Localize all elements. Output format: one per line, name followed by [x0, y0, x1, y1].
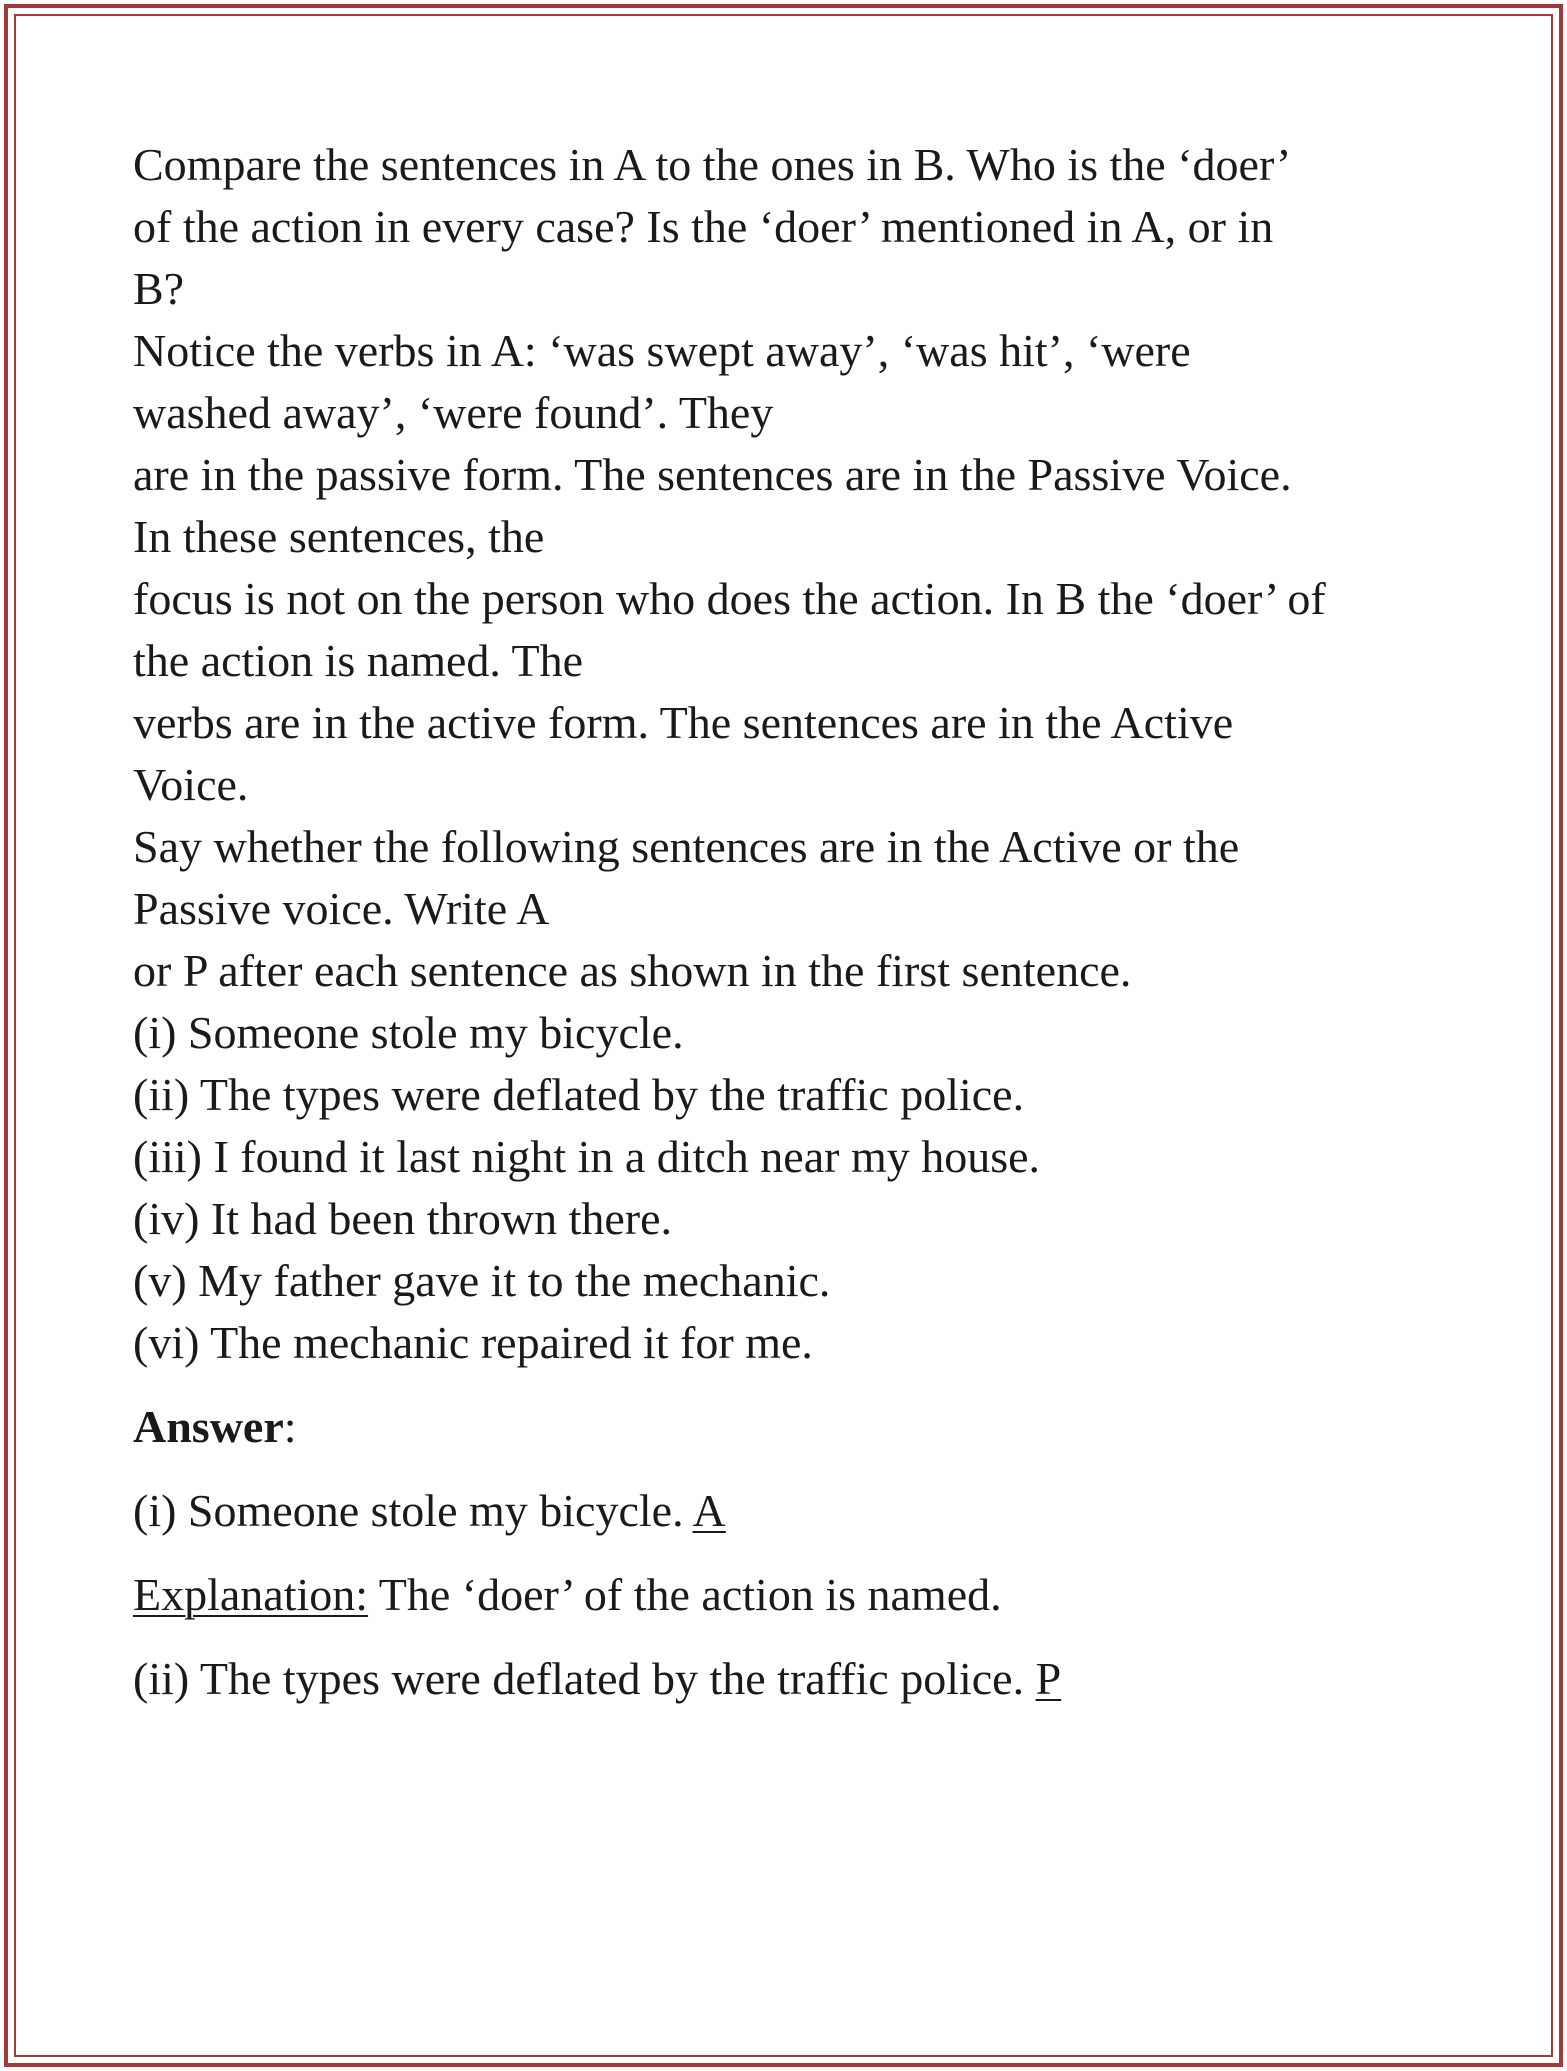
explanation-line: [133, 1564, 1453, 1626]
explanation-text: The ‘doer’ of the action is named.: [368, 1569, 1002, 1620]
intro-line: the action is named. The: [133, 635, 584, 686]
intro-line: Say whether the following sentences are in the Active or the: [133, 821, 1240, 872]
answer-item-1-text: (i) Someone stole my bicycle.: [133, 1485, 693, 1536]
sentence-item: (v) My father gave it to the mechanic.: [133, 1255, 831, 1306]
answer-heading-colon: :: [283, 1401, 297, 1452]
intro-line: B?: [133, 263, 185, 314]
answer-item-1-mark: A: [692, 1485, 726, 1536]
sentence-item: (ii) The types were deflated by the traffic police.: [133, 1069, 1025, 1120]
answer-item-2-mark: P: [1035, 1653, 1062, 1704]
intro-line: In these sentences, the: [133, 511, 545, 562]
answer-item-1: [133, 1480, 1453, 1542]
answer-heading-text: Answer: [133, 1401, 284, 1452]
exercise-sentences: [133, 1002, 1453, 1374]
answer-item-2-text: (ii) The types were deflated by the traffic police.: [133, 1653, 1036, 1704]
answer-heading: [133, 1396, 1453, 1458]
intro-line: Notice the verbs in A: ‘was swept away’, ‘was hit’, ‘were: [133, 325, 1191, 376]
document-body: [133, 134, 1453, 1710]
sentence-item: (iv) It had been thrown there.: [133, 1193, 673, 1244]
intro-line: washed away’, ‘were found’. They: [133, 387, 774, 438]
intro-line: of the action in every case? Is the ‘doer’ mentioned in A, or in: [133, 201, 1274, 252]
answer-item-2: [133, 1648, 1453, 1710]
sentence-item: (iii) I found it last night in a ditch near my house.: [133, 1131, 1041, 1182]
intro-line: focus is not on the person who does the action. In B the ‘doer’ of: [133, 573, 1326, 624]
intro-line: verbs are in the active form. The sentences are in the Active: [133, 697, 1234, 748]
intro-line: are in the passive form. The sentences are in the Passive Voice.: [133, 449, 1292, 500]
sentence-item: (i) Someone stole my bicycle.: [133, 1007, 684, 1058]
intro-line: Passive voice. Write A: [133, 883, 550, 934]
intro-line: Compare the sentences in A to the ones in B. Who is the ‘doer’: [133, 139, 1292, 190]
explanation-label: Explanation:: [133, 1569, 369, 1620]
intro-line: or P after each sentence as shown in the first sentence.: [133, 945, 1132, 996]
intro-paragraph: [133, 134, 1453, 1002]
intro-line: Voice.: [133, 759, 249, 810]
sentence-item: (vi) The mechanic repaired it for me.: [133, 1317, 813, 1368]
